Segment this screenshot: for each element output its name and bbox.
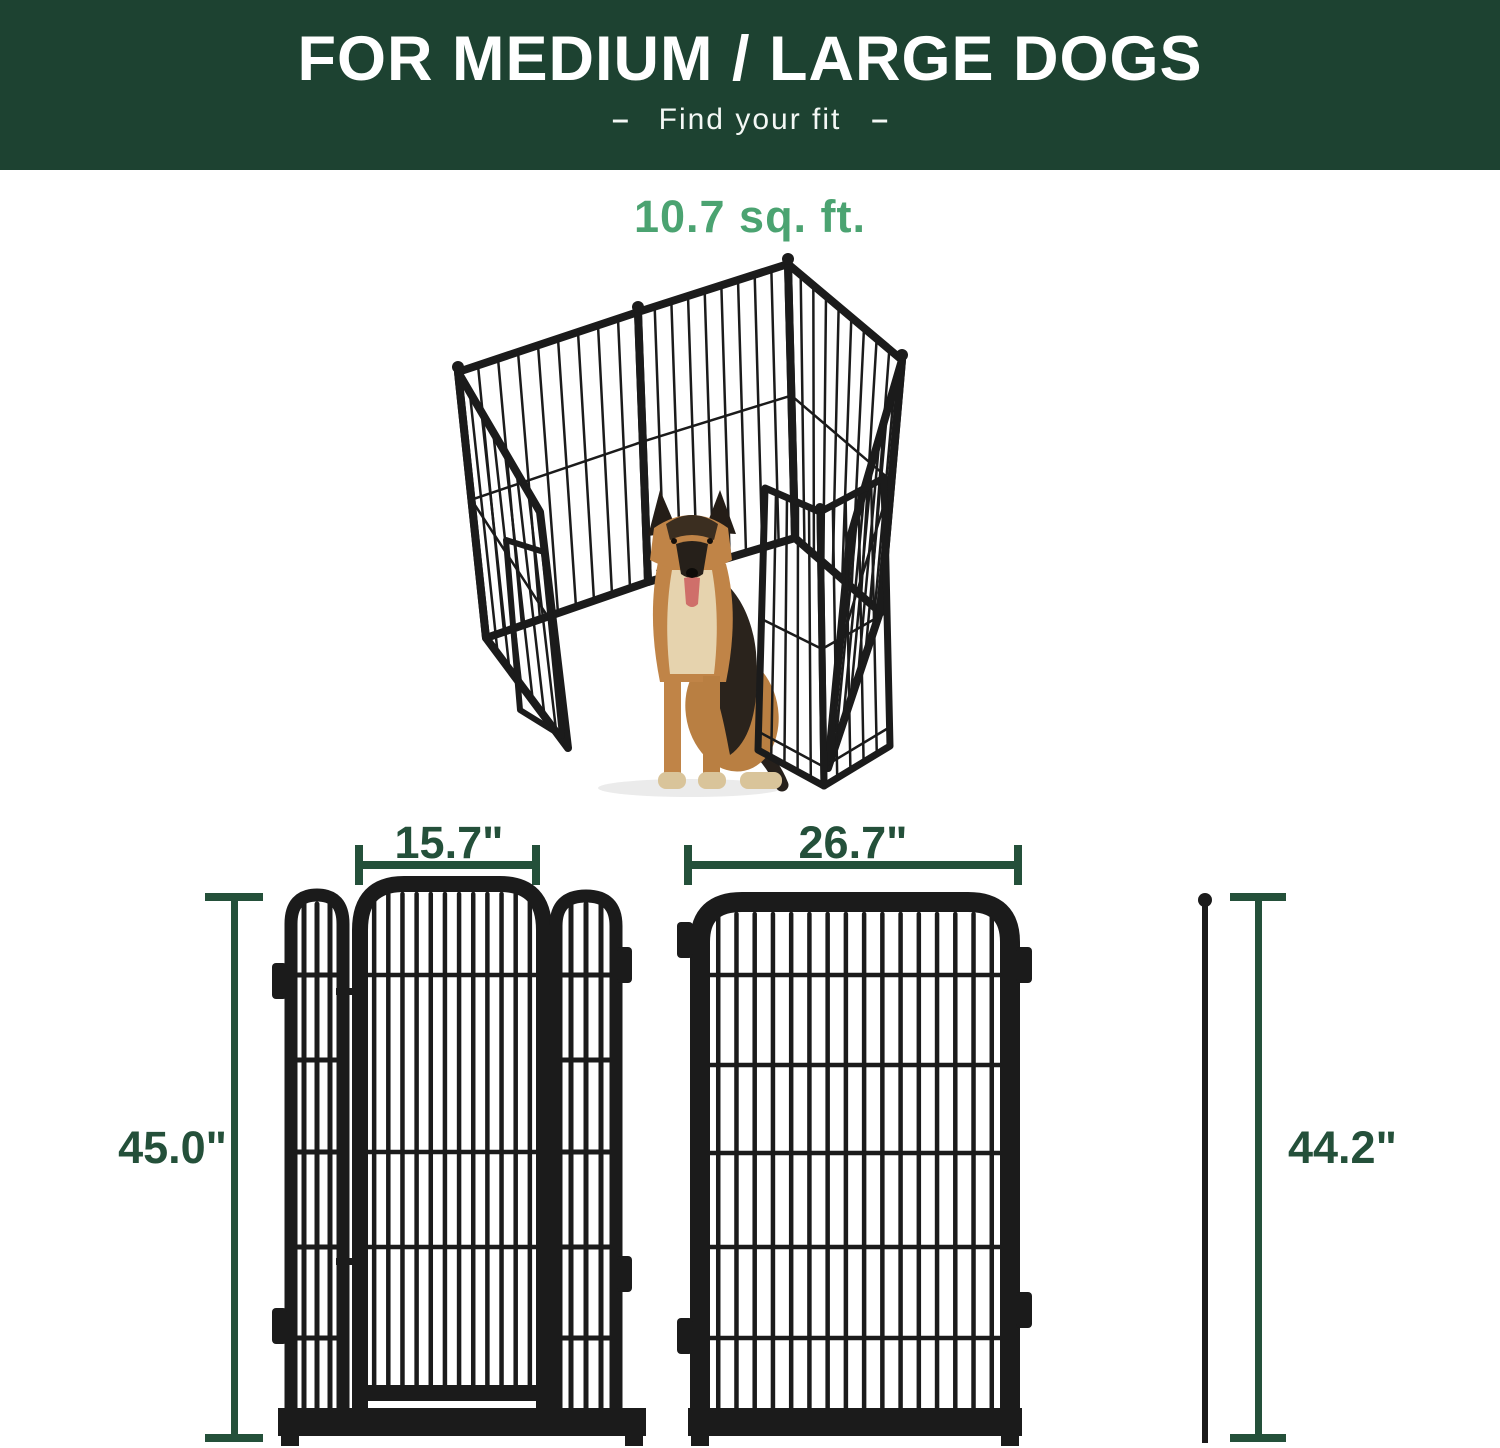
dash-right: – <box>871 103 889 137</box>
panel-height-label: 44.2" <box>1288 1122 1397 1173</box>
headline: FOR MEDIUM / LARGE DOGS <box>297 24 1203 94</box>
foot <box>625 1436 643 1446</box>
dim-cap <box>1230 1434 1286 1442</box>
regular-panel-diagram <box>677 817 1397 1446</box>
foot <box>281 1436 299 1446</box>
latch-tab <box>1016 1292 1032 1328</box>
door-hinge <box>336 1258 360 1265</box>
latch-tab <box>677 1318 693 1354</box>
latch-tab <box>272 1308 287 1344</box>
latch-tab <box>617 947 632 983</box>
door-hinge <box>336 988 360 995</box>
door-panel-diagram <box>118 817 646 1446</box>
latch-tab <box>1016 947 1032 983</box>
panel-width-dimension <box>684 817 1022 885</box>
dim-cap <box>205 1434 263 1442</box>
latch-tab <box>677 922 693 958</box>
bottom-frame <box>688 1408 1022 1436</box>
panel-height-dimension <box>1198 893 1397 1443</box>
door-height-dimension <box>118 893 263 1442</box>
foot <box>1001 1436 1019 1446</box>
panel-diagram-wires <box>700 914 1010 1408</box>
bottom-frame <box>278 1408 646 1436</box>
dim-line <box>1255 893 1262 1442</box>
dim-line <box>231 893 238 1442</box>
panel-width-label: 26.7" <box>798 817 908 868</box>
latch-tab <box>272 963 287 999</box>
door-height-label: 45.0" <box>118 1122 227 1173</box>
corner-pole <box>1202 906 1208 1443</box>
corner-pole-ball <box>1198 893 1212 907</box>
subtitle-text: Find your fit <box>658 103 842 137</box>
latch-tab <box>617 1256 632 1292</box>
door-width-label: 15.7" <box>394 817 504 868</box>
area-size-label: 10.7 sq. ft. <box>633 191 867 242</box>
dash-left: – <box>611 103 629 137</box>
foot <box>691 1436 709 1446</box>
door-bottom-bar <box>368 1385 536 1401</box>
door-width-dimension <box>355 817 540 885</box>
